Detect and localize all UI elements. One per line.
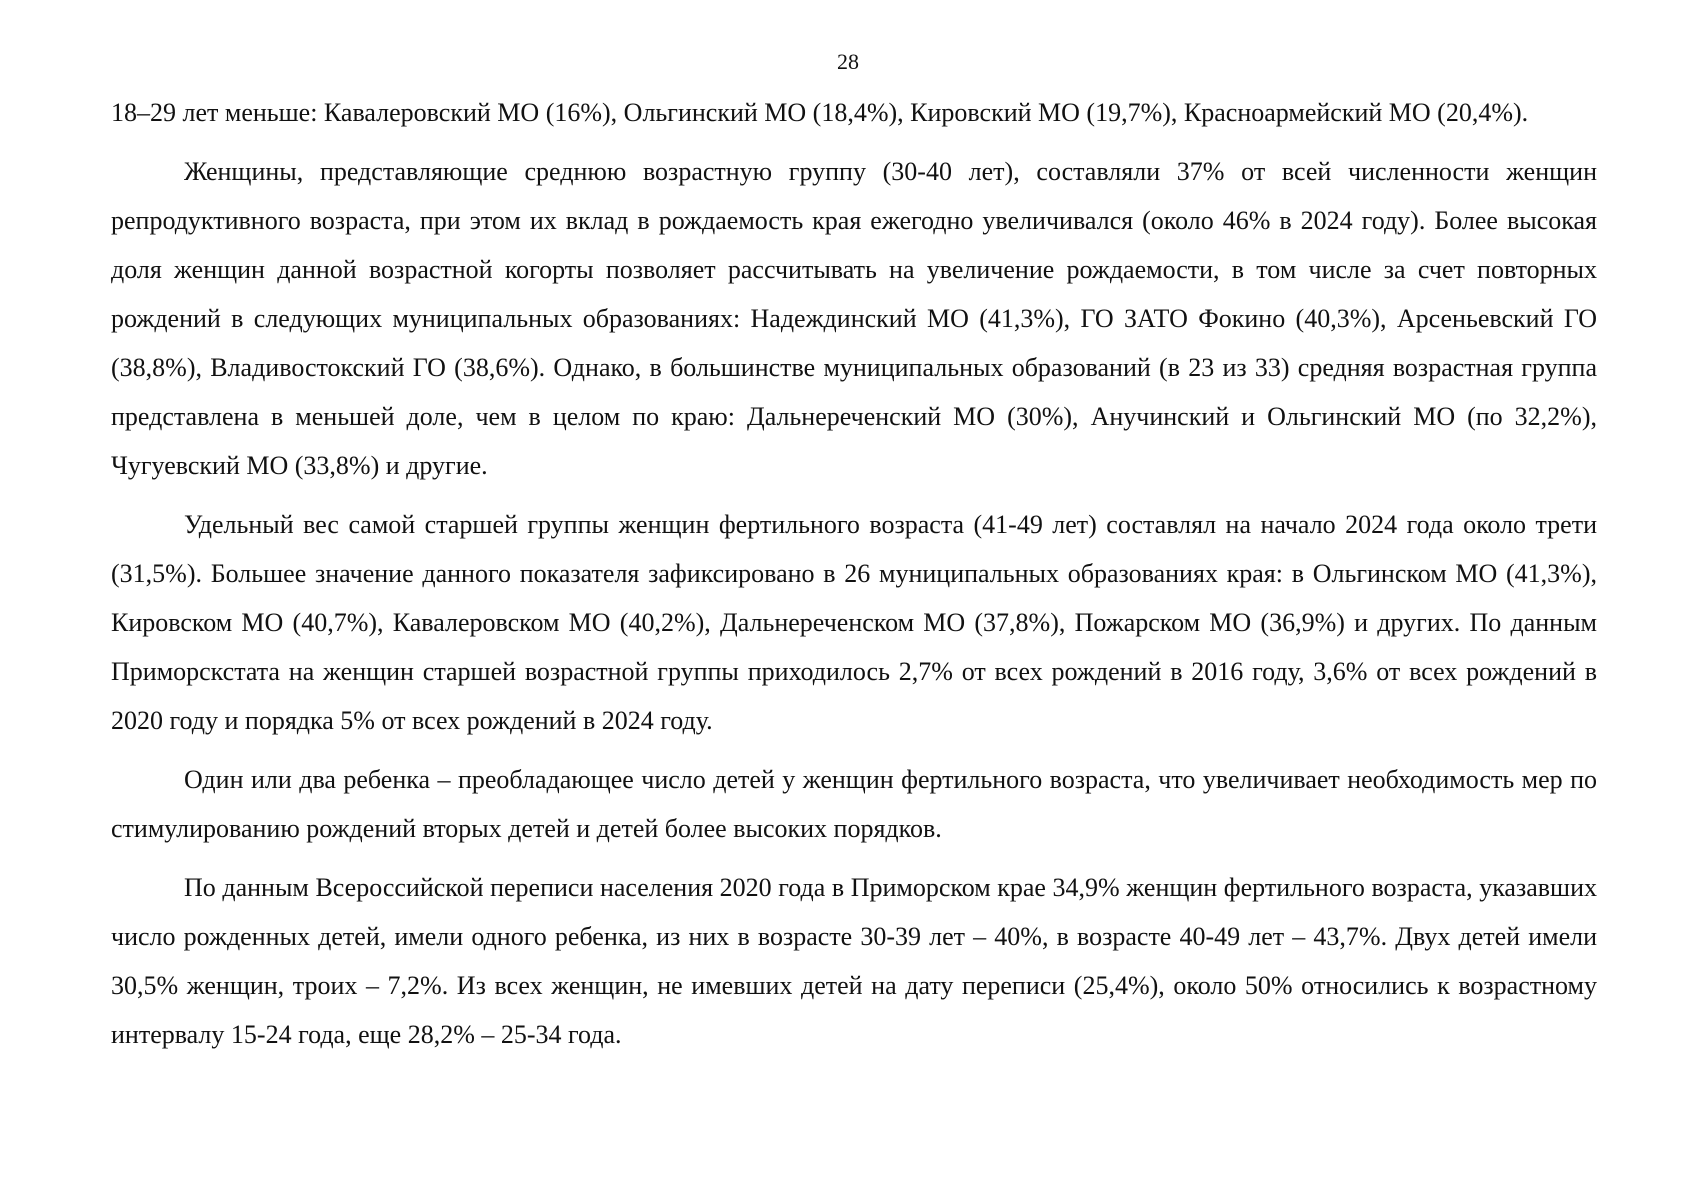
page-number: 28 [837,49,859,74]
body-text [111,88,1597,1069]
paragraph-middle-age-group: Женщины, представляющие среднюю возрастную группу (30-40 лет), составляли 37% от всей численности женщин репродуктивного возраста, при этом их вклад в рождаемость края ежегодно увеличивался (около 46% в 2024 году). Более высокая доля женщин данной возрастной когорты позволяет рассчитывать на увеличение рождаемости, в том числе за счет повторных рождений в следующих муниципальных образованиях: Надеждинский МО (41,3%), ГО ЗАТО Фокино (40,3%), Арсеньевский ГО (38,8%), Владивостокский ГО (38,6%). Однако, в большинстве муниципальных образований (в 23 из 33) средняя возрастная группа представлена в меньшей доле, чем в целом по краю: Дальнереченский МО (30%), Анучинский и Ольгинский МО (по 32,2%), Чугуевский МО (33,8%) и другие. [111,157,1597,480]
paragraph-census-2020: По данным Всероссийской переписи населения 2020 года в Приморском крае 34,9% женщин фертильного возраста, указавших число рожденных детей, имели одного ребенка, из них в возрасте 30-39 лет – 40%, в возрасте 40-49 лет – 43,7%. Двух детей имели 30,5% женщин, троих – 7,2%. Из всех женщин, не имевших детей на дату переписи (25,4%), около 50% относились к возрастному интервалу 15-24 года, еще 28,2% – 25-34 года. [111,873,1597,1049]
paragraph-number-of-children: Один или два ребенка – преобладающее число детей у женщин фертильного возраста, что увеличивает необходимость мер по стимулированию рождений вторых детей и детей более высоких порядков. [111,765,1597,843]
paragraph-continuation: 18–29 лет меньше: Кавалеровский МО (16%), Ольгинский МО (18,4%), Кировский МО (19,7%), Красноармейский МО (20,4%). [111,98,1529,127]
paragraph-older-age-group: Удельный вес самой старшей группы женщин фертильного возраста (41-49 лет) составлял на начало 2024 года около трети (31,5%). Большее значение данного показателя зафиксировано в 26 муниципальных образованиях края: в Ольгинском МО (41,3%), Кировском МО (40,7%), Кавалеровском МО (40,2%), Дальнереченском МО (37,8%), Пожарском МО (36,9%) и других. По данным Приморскстата на женщин старшей возрастной группы приходилось 2,7% от всех рождений в 2016 году, 3,6% от всех рождений в 2020 году и порядка 5% от всех рождений в 2024 году. [111,510,1597,735]
